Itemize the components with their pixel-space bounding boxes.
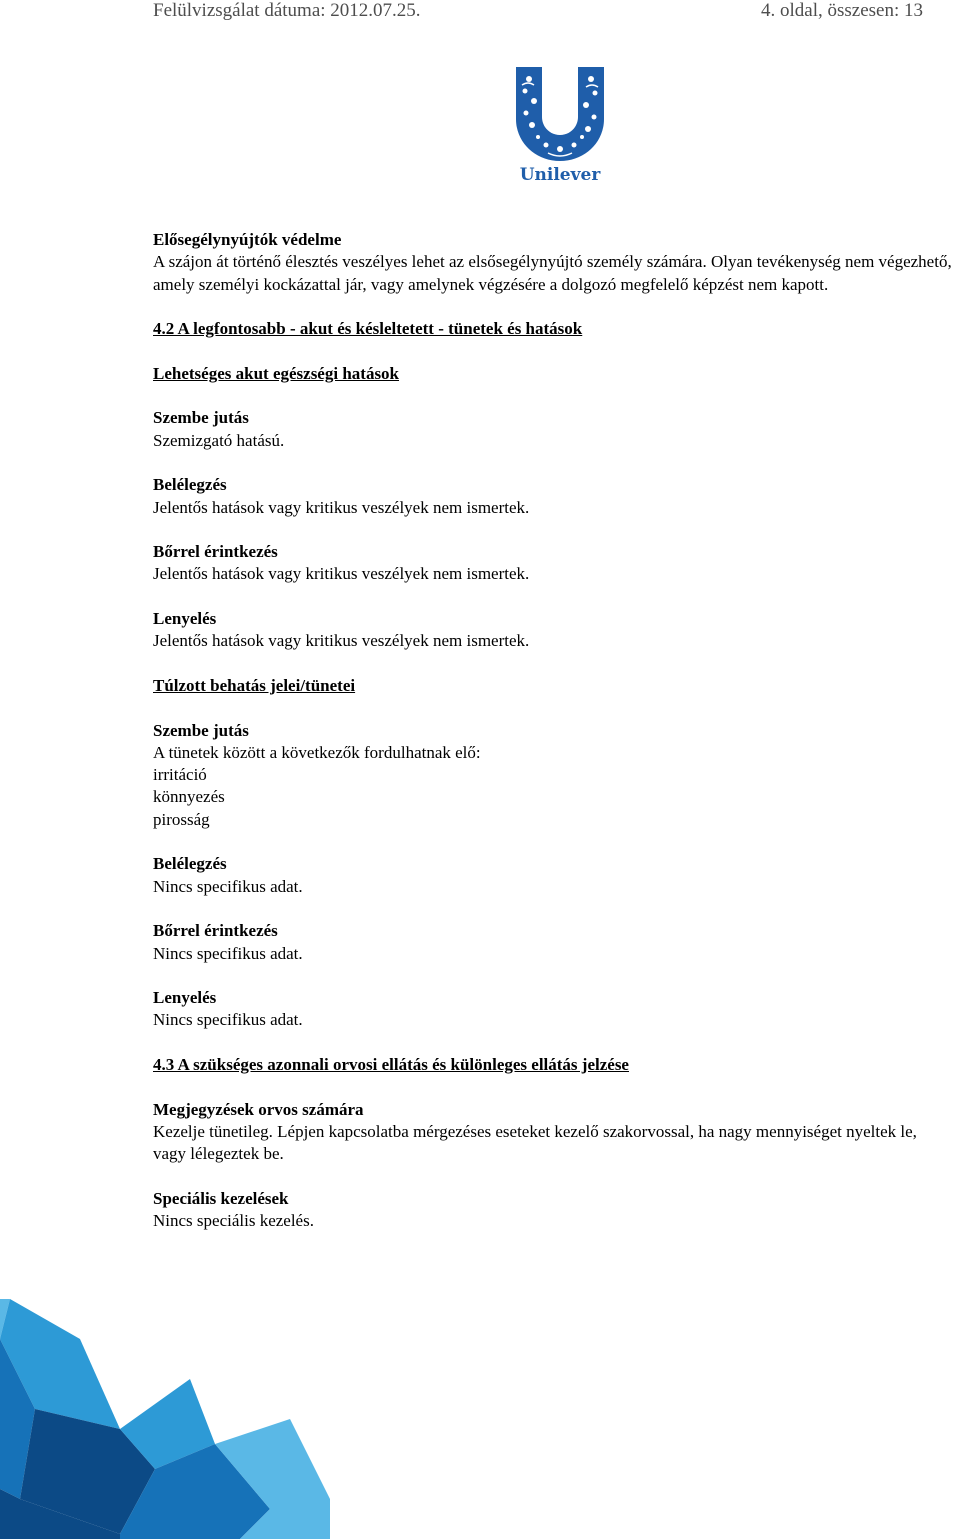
section-4-2-heading: 4.2 A legfontosabb - akut és késleltetett - tünetek és hatások [153,319,583,339]
page-number: 4. oldal, összesen: 13 [761,0,924,21]
physician-notes-title: Megjegyzések orvos számára [153,1099,364,1119]
overexposure-title: Túlzott behatás jelei/tünetei [153,675,356,695]
acute-skin-text: Jelentős hatások vagy kritikus veszélyek nem ismertek. [153,564,530,584]
acute-inhalation-title: Belélegzés [153,475,227,495]
acute-ingestion-text: Jelentős hatások vagy kritikus veszélyek nem ismertek. [153,631,530,651]
document-body [153,229,953,1232]
unilever-logo [508,65,612,183]
symptom-item: irritáció [153,765,207,785]
overexposure-inhalation-text: Nincs specifikus adat. [153,876,303,896]
section-4-3-heading: 4.3 A szükséges azonnali orvosi ellátás és különleges ellátás jelzése [153,1054,629,1074]
first-aid-text: A szájon át történő élesztés veszélyes lehet az elsősegélynyújtó személy számára. Olyan tevékenység nem végezhető, amely személyi kockázattal jár, vagy amelynek végzésére a dolgozó megfelelő képzést nem kapott. [153,252,952,294]
acute-inhalation-text: Jelentős hatások vagy kritikus veszélyek nem ismertek. [153,497,530,517]
overexposure-skin-title: Bőrrel érintkezés [153,921,278,941]
overexposure-ingestion-title: Lenyelés [153,988,217,1008]
symptom-item: könnyezés [153,787,225,807]
acute-effects-title: Lehetséges akut egészségi hatások [153,363,400,383]
symptom-item: pirosság [153,809,210,829]
decorative-blue-shapes [0,1299,330,1539]
acute-skin-title: Bőrrel érintkezés [153,542,278,562]
overexposure-ingestion-text: Nincs specifikus adat. [153,1010,303,1030]
revision-date: Felülvizsgálat dátuma: 2012.07.25. [153,0,421,21]
overexposure-eye-title: Szembe jutás [153,720,249,740]
physician-notes-text: Kezelje tünetileg. Lépjen kapcsolatba mérgezéses eseteket kezelő szakorvossal, ha nagy mennyiséget nyeltek le, vagy lélegeztek be. [153,1121,917,1164]
overexposure-eye-intro: A tünetek között a következők fordulhatnak elő: [153,742,481,762]
page-header [153,0,960,26]
special-treatment-title: Speciális kezelések [153,1188,289,1208]
special-treatment-text: Nincs speciális kezelés. [153,1211,314,1231]
overexposure-inhalation-title: Belélegzés [153,854,227,874]
logo-wordmark: Unilever [519,165,601,183]
acute-eye-text: Szemizgató hatású. [153,430,285,450]
acute-ingestion-title: Lenyelés [153,609,217,629]
overexposure-skin-text: Nincs specifikus adat. [153,943,303,963]
first-aid-title: Elősegélynyújtók védelme [153,230,342,249]
acute-eye-title: Szembe jutás [153,408,249,428]
